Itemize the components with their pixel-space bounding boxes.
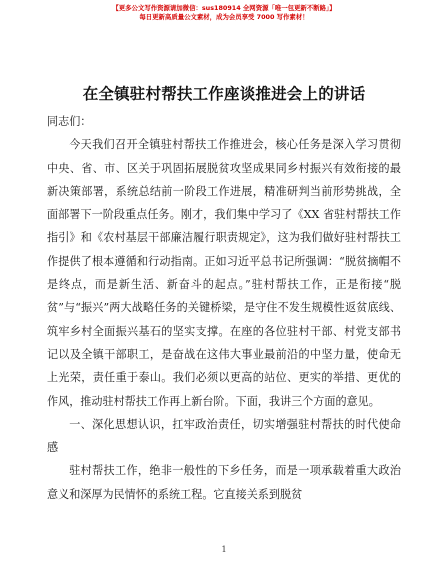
promo-banner	[0, 4, 448, 22]
paragraph-intro: 今天我们召开全镇驻村帮扶工作推进会，核心任务是深入学习贯彻中央、省、市、区关于巩固拓展脱贫攻坚成果同乡村振兴有效衔接的最新决策部署，系统总结前一阶段工作进展，精准研判当前形势挑战，全面部署下一阶段重点任务。刚才，我们集中学习了《XX 省驻村帮扶工作指引》和《农村基层干部廉洁履行职责规定》，这为我们做好驻村帮扶工作提供了根本遵循和行动指南。正如习近平总书记所强调：“脱贫摘帽不是终点，而是新生活、新奋斗的起点。”驻村帮扶工作，正是衔接“脱贫”与“振兴”两大战略任务的关键桥梁，是守住不发生规模性返贫底线、筑牢乡村全面振兴基石的坚实支撑。在座的各位驻村干部、村党支部书记以及全镇干部职工，是奋战在这伟大事业最前沿的中坚力量，使命无上光荣，责任重于泰山。我们必须以更高的站位、更实的举措、更优的作风，推动驻村帮扶工作再上新台阶。下面，我讲三个方面的意见。	[47, 138, 401, 408]
paragraph-section-1: 驻村帮扶工作，绝非一般性的下乡任务，而是一项承载着重大政治意义和深厚为民情怀的系统工程。它直接关系到脱贫	[47, 464, 401, 501]
banner-line-2: 每日更新高质量公文素材，成为会员享受 7000 写作素材！	[139, 13, 309, 21]
document-body	[47, 110, 401, 506]
page-number: 1	[221, 545, 227, 554]
banner-line-1: 【更多公文写作资源请加微信：sus180914 全网资源「唯一包更新不断路」】	[112, 4, 336, 12]
document-title: 在全镇驻村帮扶工作座谈推进会上的讲话	[82, 85, 366, 103]
section-heading-1: 一、深化思想认识，扛牢政治责任，切实增强驻村帮扶的时代使命感	[47, 417, 401, 455]
salutation: 同志们：	[47, 115, 92, 128]
